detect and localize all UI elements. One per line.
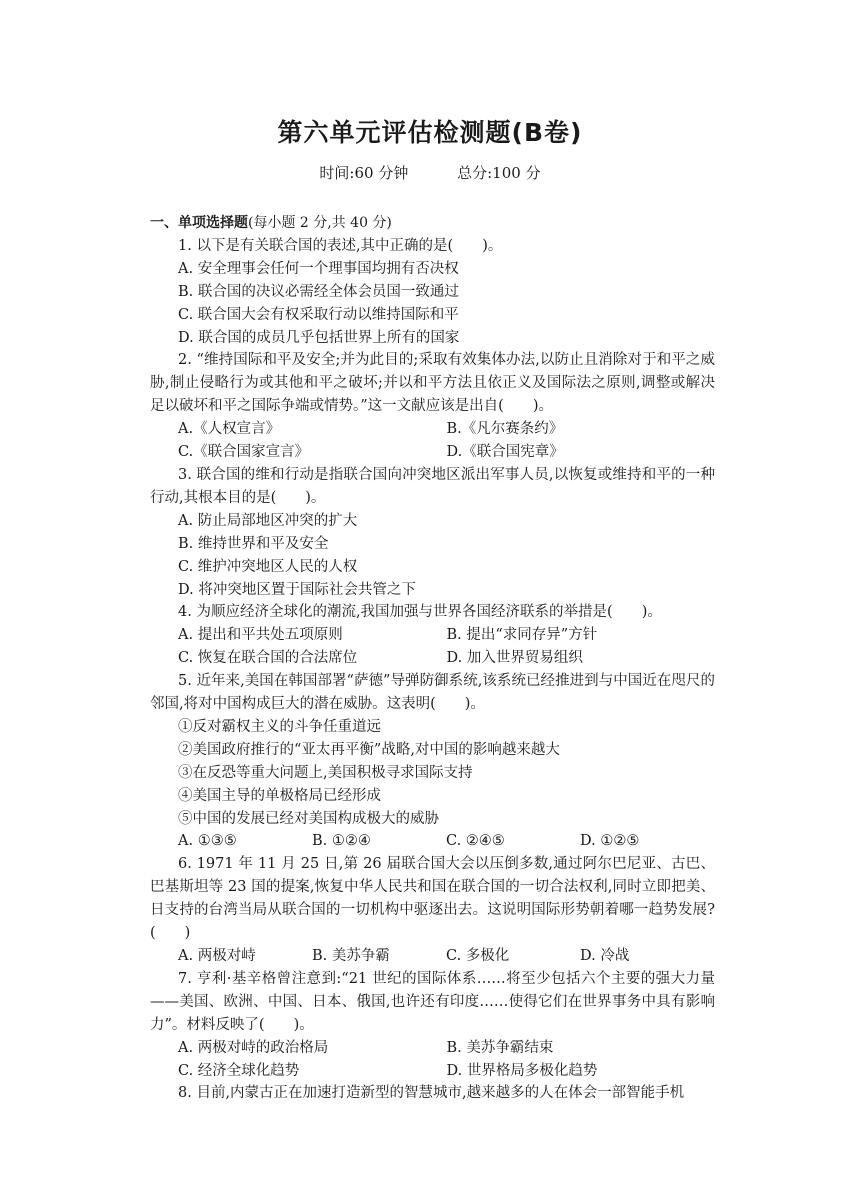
answer-option[interactable]: C. 维护冲突地区人民的人权	[178, 558, 358, 575]
question-block	[150, 235, 715, 350]
statement-item: ⑤中国的发展已经对美国构成极大的威胁	[178, 810, 439, 827]
answer-option[interactable]: C. 恢复在联合国的合法席位	[178, 650, 358, 667]
statement-item: ①反对霸权主义的斗争任重道远	[178, 718, 381, 735]
option-row	[150, 624, 715, 647]
exam-meta	[0, 163, 860, 183]
question-block	[150, 968, 715, 1083]
question-stem: 8. 目前,内蒙古正在加速打造新型的智慧城市,越来越多的人在体会一部智能手机	[178, 1085, 685, 1102]
answer-option[interactable]: D.《联合国宪章》	[446, 444, 564, 461]
answer-option[interactable]: B.《凡尔赛条约》	[446, 421, 564, 438]
statement-item: ②美国政府推行的“亚太再平衡”战略,对中国的影响越来越大	[178, 741, 560, 758]
question-stem: 6. 1971 年 11 月 25 日,第 26 届联合国大会以压倒多数,通过阿尔巴尼亚、古巴、巴基斯坦等 23 国的提案,恢复中华人民共和国在联合国的一切合法权利,同时立即把美、日支持的台湾当局从联合国的一切机构中驱逐出去。这说明国际形势朝着哪一趋势发展?( )	[150, 856, 715, 942]
option-row	[150, 830, 715, 853]
option-row	[150, 647, 715, 670]
section-heading	[150, 212, 715, 235]
answer-option[interactable]: A.《人权宣言》	[178, 421, 281, 438]
answer-option[interactable]: A. 两极对峙的政治格局	[178, 1039, 329, 1056]
answer-option[interactable]: D. 加入世界贸易组织	[446, 650, 583, 667]
question-stem: 7. 亨利·基辛格曾注意到:“21 世纪的国际体系……将至少包括六个主要的强大力量——美国、欧洲、中国、日本、俄国,也许还有印度……使得它们在世界事务中具有影响力”。材料反映了( )。	[150, 970, 715, 1033]
answer-option[interactable]: C. 经济全球化趋势	[178, 1062, 300, 1079]
answer-option[interactable]: B. 美苏争霸	[312, 948, 390, 964]
answer-option[interactable]: B. 维持世界和平及安全	[178, 535, 329, 552]
answer-option[interactable]: C. 联合国大会有权采取行动以维持国际和平	[178, 306, 459, 323]
question-block	[150, 853, 715, 968]
question-list	[150, 212, 715, 1105]
answer-option[interactable]: D. 世界格局多极化趋势	[446, 1062, 598, 1079]
question-block	[150, 601, 715, 670]
time-limit: 时间:60 分钟	[319, 164, 409, 182]
answer-option[interactable]: C.《联合国家宣言》	[178, 444, 310, 461]
answer-option[interactable]: D. 冷战	[580, 948, 630, 964]
answer-option[interactable]: A. ①③⑤	[178, 833, 237, 850]
answer-option[interactable]: B. 联合国的决议必需经全体会员国一致通过	[178, 283, 459, 300]
question-block	[150, 1082, 715, 1105]
section-note: (每小题 2 分,共 40 分)	[248, 215, 392, 231]
option-row	[150, 441, 715, 464]
question-stem: 2. “维持国际和平及安全;并为此目的;采取有效集体办法,以防止且消除对于和平之威胁,制止侵略行为或其他和平之破坏;并以和平方法且依正义及国际法之原则,调整或解决足以破坏和平之国际争端或情势。”这一文献应该是出自( )。	[150, 352, 715, 415]
question-stem: 3. 联合国的维和行动是指联合国向冲突地区派出军事人员,以恢复或维持和平的一种行动,其根本目的是( )。	[150, 466, 715, 506]
question-block	[150, 464, 715, 601]
statement-item: ③在反恐等重大问题上,美国积极寻求国际支持	[178, 764, 473, 781]
answer-option[interactable]: C. 多极化	[446, 948, 510, 964]
page-title: 第六单元评估检测题(B卷)	[277, 118, 583, 147]
option-row	[150, 1060, 715, 1083]
question-block	[150, 670, 715, 853]
section-title: 一、单项选择题	[150, 215, 248, 231]
question-block	[150, 349, 715, 464]
option-row	[150, 945, 715, 968]
answer-option[interactable]: D. 联合国的成员几乎包括世界上所有的国家	[178, 329, 460, 346]
answer-option[interactable]: A. 两极对峙	[178, 948, 256, 964]
answer-option[interactable]: B. ①②④	[312, 833, 371, 850]
answer-option[interactable]: B. 美苏争霸结束	[446, 1039, 554, 1056]
answer-option[interactable]: D. ①②⑤	[580, 833, 640, 850]
answer-option[interactable]: D. 将冲突地区置于国际社会共管之下	[178, 581, 416, 598]
answer-option[interactable]: A. 安全理事会任何一个理事国均拥有否决权	[178, 260, 459, 277]
statement-item: ④美国主导的单极格局已经形成	[178, 787, 381, 804]
question-stem: 1. 以下是有关联合国的表述,其中正确的是( )。	[178, 237, 503, 254]
question-stem: 4. 为顺应经济全球化的潮流,我国加强与世界各国经济联系的举措是( )。	[178, 604, 662, 621]
option-row	[150, 1037, 715, 1060]
answer-option[interactable]: B. 提出“求同存异”方针	[446, 627, 598, 644]
option-row	[150, 418, 715, 441]
answer-option[interactable]: A. 防止局部地区冲突的扩大	[178, 512, 358, 529]
total-score: 总分:100 分	[457, 164, 541, 182]
answer-option[interactable]: C. ②④⑤	[446, 833, 505, 850]
question-stem: 5. 近年来,美国在韩国部署“萨德”导弹防御系统,该系统已经推进到与中国近在咫尺的邻国,将对中国构成巨大的潜在威胁。这表明( )。	[150, 673, 715, 713]
answer-option[interactable]: A. 提出和平共处五项原则	[178, 627, 343, 644]
